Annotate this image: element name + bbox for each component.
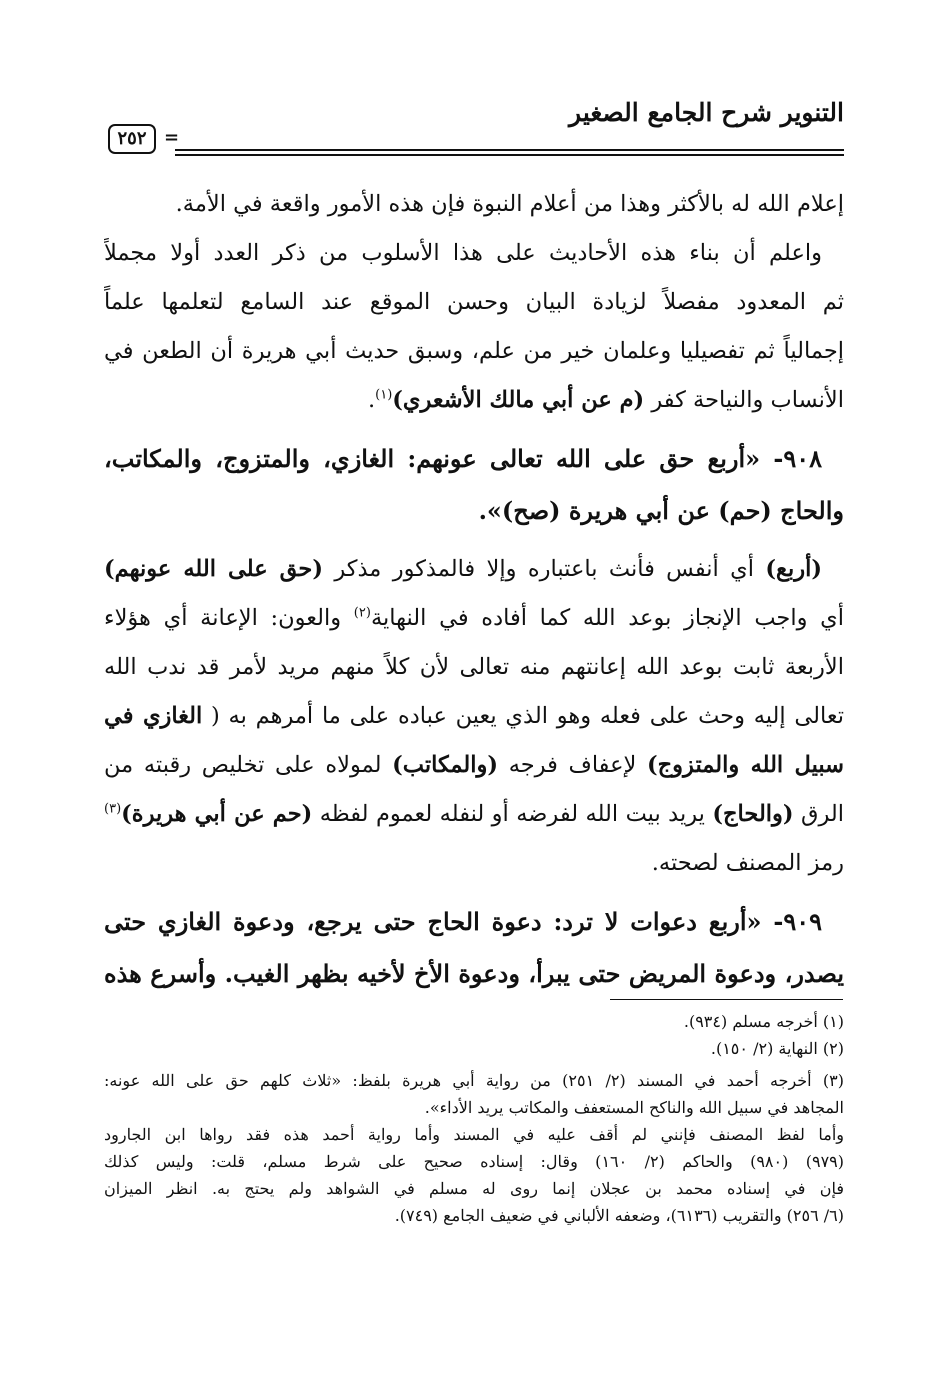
text-line: [104, 741, 844, 790]
text-run: أي واجب الإنجاز بوعد الله كما أفاده في النهاية: [370, 605, 844, 631]
text-run: لإعفاف فرجه: [498, 752, 647, 778]
running-header-title: التنوير شرح الجامع الصغير: [569, 98, 844, 127]
header-rule-top: [175, 149, 844, 151]
header-rule-bottom: [175, 154, 844, 156]
text-run: يريد بيت الله لفرضه أو لنفله لعموم لفظه: [312, 801, 713, 827]
footnote-2: (٢) النهاية (٢/ ١٥٠).: [710, 1039, 844, 1058]
footnote-3-line: فإن في إسناده محمد بن عجلان إنما روى له مسلم في الشواهد ولم يحتج به. انظر الميزان: [104, 1179, 844, 1198]
hadith-909-line: يصدر، ودعوة المريض حتى يبرأ، ودعوة الأخ لأخيه بظهر الغيب. وأسرع هذه: [104, 959, 844, 988]
hadith-908-line: ٩٠٨- «أربع حق على الله تعالى عونهم: الغازي، والمتزوج، والمكاتب،: [104, 444, 822, 473]
text-line: [104, 692, 844, 741]
text-line: إعلام الله له بالأكثر وهذا من أعلام النبوة فإن هذه الأمور واقعة في الأمة.: [175, 191, 844, 217]
footnote-ref: (١): [375, 387, 393, 403]
hadith-908-line: والحاج (حم) عن أبي هريرة (صح)».: [478, 496, 844, 525]
footnote-ref: (٢): [353, 605, 371, 621]
text-line: رمز المصنف لصحته.: [651, 850, 844, 876]
text-line: [104, 376, 844, 425]
text-line: الأربعة ثابت بوعد الله إعانتهم منه تعالى لأن كلاً منهم مريد لأمر قد ندب الله: [104, 654, 844, 680]
text-run: أي أنفس فأنث باعتباره وإلا فالمذكور مذكر: [323, 556, 766, 582]
text-run: لمولاه على تخليص رقبته من: [104, 752, 393, 778]
text-run: .: [367, 387, 376, 413]
footnote-separator: [610, 999, 843, 1000]
footnote-3-line: (٣) أخرجه أحمد في المسند (٢/ ٢٥١) من رواية أبي هريرة بلفظ: «ثلاث كلهم حق على الله عونه:: [104, 1071, 844, 1090]
text-line: ثم المعدود مفصلاً لزيادة البيان وحسن الموقع عند السامع لتعلمها علماً: [104, 289, 844, 315]
source-reference: (حم عن أبي هريرة): [121, 801, 313, 827]
text-line: إجمالياً ثم تفصيليا وعلمان خير من علم، وسبق حديث أبي هريرة أن الطعن في: [104, 338, 844, 364]
quoted-term: (والحاج): [712, 801, 794, 827]
text-run: الأنساب والنياحة كفر: [644, 387, 844, 413]
text-line: واعلم أن بناء هذه الأحاديث على هذا الأسلوب من ذكر العدد أولا مجملاً: [104, 240, 822, 266]
text-run: والعون: الإعانة أي هؤلاء: [104, 605, 354, 631]
quoted-term: (والمكاتب): [392, 752, 499, 778]
footnotes: [104, 1008, 844, 1229]
page-number-box: [108, 124, 156, 154]
footnote-3-line: (٦/ ٢٥٦) والتقريب (٦١٣٦)، وضعفه الألباني في ضعيف الجامع (٧٤٩).: [394, 1206, 844, 1225]
text-run: الرق: [793, 801, 844, 827]
footnote-1: (١) أخرجه مسلم (٩٣٤).: [683, 1012, 844, 1031]
hadith-909-line: ٩٠٩- «أربع دعوات لا ترد: دعوة الحاج حتى يرجع، ودعوة الغازي حتى: [104, 907, 822, 936]
footnote-ref: (٣): [104, 801, 122, 817]
text-run: تعالى إليه وحث على فعله وهو الذي يعين عباده على ما أمرهم به (: [202, 703, 844, 729]
page-number: ٢٥٢: [117, 128, 147, 149]
footnote-3-line: وأما لفظ المصنف فإنني لم أقف عليه في المسند وأما رواية أحمد هذه فقد رواها ابن الجارود: [104, 1125, 844, 1144]
page-number-dash: =: [164, 127, 180, 148]
text-line: [104, 594, 844, 643]
footnote-3-line: المجاهد في سبيل الله والناكح المستعفف والمكاتب يريد الأداء».: [424, 1098, 844, 1117]
source-reference: (م عن أبي مالك الأشعري): [392, 387, 645, 413]
quoted-term: سبيل الله والمتزوج): [647, 752, 844, 778]
main-text: [104, 180, 844, 1000]
quoted-term: الغازي في: [104, 703, 203, 729]
quoted-term: (أربع): [765, 556, 822, 582]
footnote-3-line: (٩٧٩) (٩٨٠) والحاكم (٢/ ١٦٠) وقال: إسناده صحيح على شرط مسلم، قلت: وليس كذلك: [104, 1152, 844, 1171]
text-line: [104, 790, 844, 839]
text-line: [104, 545, 844, 594]
quoted-term: (حق على الله عونهم): [104, 556, 323, 582]
